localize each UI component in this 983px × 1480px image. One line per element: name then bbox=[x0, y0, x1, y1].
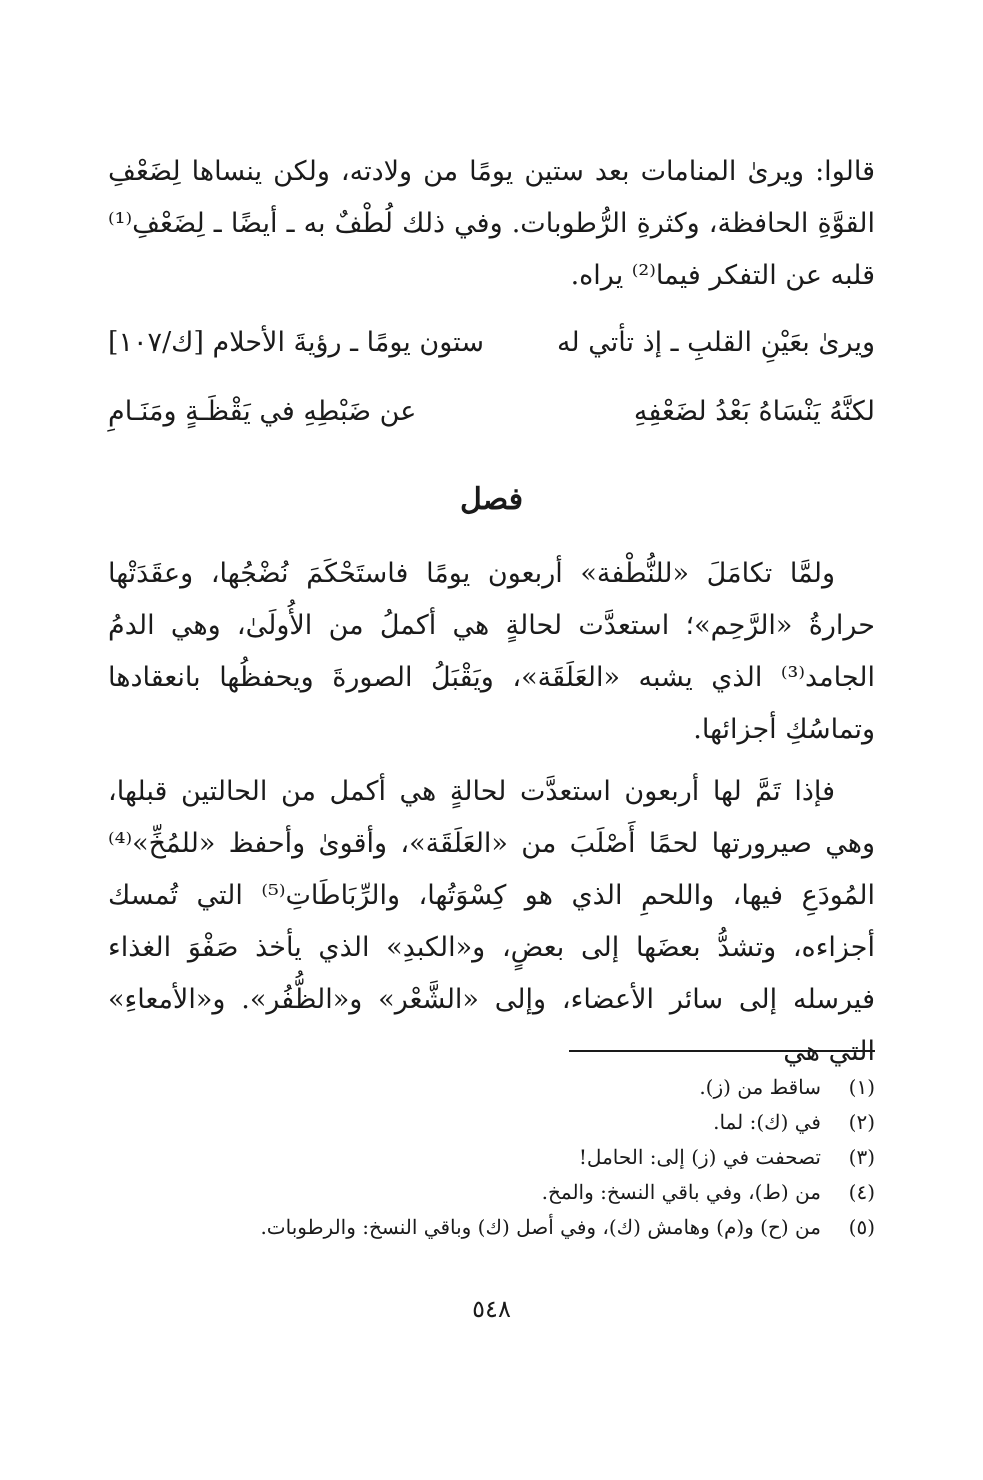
verse-line-2 bbox=[108, 386, 875, 438]
footnote-item bbox=[108, 1140, 875, 1175]
footnote-item bbox=[108, 1070, 875, 1105]
footnote-text: تصحفت في (ز) إلى: الحامل! bbox=[578, 1145, 821, 1169]
footnote-text: من (ط)، وفي باقي النسخ: والمخ. bbox=[541, 1180, 821, 1204]
verse-1-second-hemistich: ستون يومًا ـ رؤيةَ الأحلام [ك/١٠٧] bbox=[108, 327, 484, 358]
footnote-item bbox=[108, 1105, 875, 1140]
footnote-number: (٥) bbox=[848, 1215, 875, 1239]
verse-1-first-hemistich: ويرىٰ بعَيْنِ القلبِ ـ إذ تأتي له bbox=[556, 327, 875, 358]
paragraph-2: ولمَّا تكامَلَ «للنُّطْفة» أربعون يومًا فاستَحْكَمَ نُضْجُها، وعقَدَتْها حرارةُ «الرَّحِم»؛ استعدَّت لحالةٍ هي أكملُ من الأُولَىٰ، وهي الدمُ الجامد⁽³⁾ الذي يشبه «العَلَقَة»، ويَقْبَلُ الصورةَ ويحفظُها بانعقادها وتماسُكِ أجزائها. bbox=[108, 558, 875, 745]
footnote-item bbox=[108, 1175, 875, 1210]
paragraph-1: قالوا: ويرىٰ المنامات بعد ستين يومًا من ولادته، ولكن ينساها لِضَعْفِ القوَّةِ الحافظة، وكثرةِ الرُّطوبات. وفي ذلك لُطْفٌ به ـ أيضًا ـ لِضَعْفِ⁽¹⁾ قلبه عن التفكر فيما⁽²⁾ يراه. bbox=[108, 156, 875, 291]
section-title: فصل bbox=[459, 482, 524, 517]
footnote-text: من (ح) و(م) وهامش (ك)، وفي أصل (ك) وباقي النسخ: والرطوبات. bbox=[260, 1215, 821, 1239]
footnote-item bbox=[108, 1210, 875, 1245]
verse-line-1 bbox=[108, 317, 875, 369]
footnotes-list bbox=[108, 1070, 875, 1245]
footnote-number: (١) bbox=[848, 1075, 875, 1099]
footnote-text: في (ك): لما. bbox=[713, 1110, 821, 1134]
footnote-separator bbox=[569, 1050, 875, 1052]
page-number: ٥٤٨ bbox=[472, 1295, 511, 1323]
footnote-text: ساقط من (ز). bbox=[699, 1075, 821, 1099]
footnote-number: (٣) bbox=[848, 1145, 875, 1169]
footnote-number: (٢) bbox=[848, 1110, 875, 1134]
verse-2-second-hemistich: عن ضَبْطِهِ في يَقْظَـةٍ ومَنَـامِ bbox=[108, 396, 417, 427]
footnote-number: (٤) bbox=[848, 1180, 875, 1204]
paragraph-3: فإذا تَمَّ لها أربعون استعدَّت لحالةٍ هي أكمل من الحالتين قبلها، وهي صيرورتها لحمًا أَصْلَبَ من «العَلَقَة»، وأقوىٰ وأحفظ «للمُخِّ»⁽⁴⁾ المُودَعِ فيها، واللحمِ الذي هو كِسْوَتُها، والرِّبَاطَاتِ⁽⁵⁾ التي تُمسك أجزاءه، وتشدُّ بعضَها إلى بعضٍ، و«الكبدِ» الذي يأخذ صَفْوَ الغذاء فيرسله إلى سائر الأعضاء، وإلى «الشَّعْر» و«الظُّفُر». و«الأمعاءِ» التي هي bbox=[108, 776, 875, 1067]
verse-2-first-hemistich: لكنَّهُ يَنْسَاهُ بَعْدُ لضَعْفِهِ bbox=[633, 396, 875, 427]
